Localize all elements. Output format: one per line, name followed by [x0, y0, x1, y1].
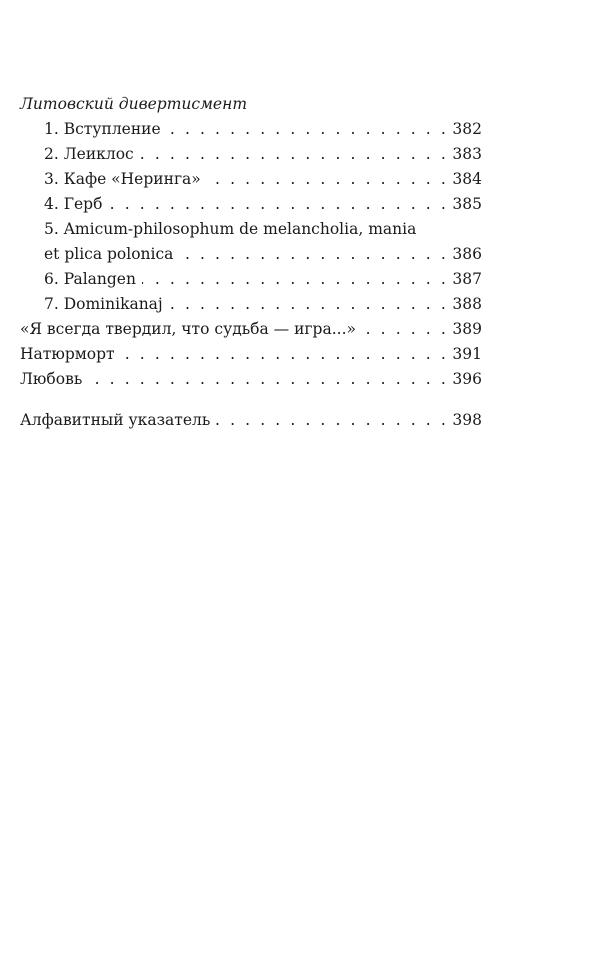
toc-entry-title: 4. Герб — [44, 195, 103, 213]
toc-entry[interactable] — [20, 267, 482, 292]
toc-entry-line2 — [20, 242, 482, 267]
table-of-contents — [20, 92, 482, 433]
toc-entry-index[interactable] — [20, 408, 482, 433]
toc-entry[interactable] — [20, 367, 482, 392]
toc-entry-page: 388 — [452, 295, 482, 313]
dot-leader — [179, 242, 448, 267]
toc-entry-title-line2: et plica polonica — [44, 245, 174, 263]
toc-entry[interactable] — [20, 117, 482, 142]
dot-leader — [169, 292, 449, 317]
toc-entry-page: 383 — [452, 145, 482, 163]
toc-entry-title: 1. Вступление — [44, 120, 161, 138]
toc-entry[interactable] — [20, 192, 482, 217]
dot-leader — [140, 142, 449, 167]
toc-entry[interactable] — [20, 142, 482, 167]
dot-leader — [121, 342, 449, 367]
toc-entry-title: 2. Леиклос — [44, 145, 134, 163]
dot-leader — [108, 192, 448, 217]
toc-entry-title: Любовь — [20, 370, 83, 388]
toc-entry-title: «Я всегда твердил, что судьба — игра...» — [20, 320, 356, 338]
toc-entry-page: 396 — [452, 370, 482, 388]
dot-leader — [216, 408, 448, 433]
toc-entry-page: 391 — [452, 345, 482, 363]
toc-entry-page: 386 — [452, 245, 482, 263]
toc-entry[interactable] — [20, 167, 482, 192]
toc-entry-page: 384 — [452, 170, 482, 188]
toc-entry-title: Алфавитный указатель — [20, 411, 211, 429]
toc-entry-page: 398 — [452, 411, 482, 429]
section-title: Литовский дивертисмент — [20, 95, 248, 113]
toc-entry[interactable] — [20, 317, 482, 342]
dot-leader — [142, 267, 448, 292]
toc-entry-title: Натюрморт — [20, 345, 115, 363]
toc-entry-title-line1: 5. Amicum-philosophum de melancholia, mania — [44, 220, 417, 238]
toc-entry-title: 6. Palangen — [44, 270, 136, 288]
dot-leader — [167, 117, 449, 142]
toc-entry-page: 389 — [452, 320, 482, 338]
toc-entry[interactable] — [20, 342, 482, 367]
dot-leader — [88, 367, 448, 392]
toc-entry[interactable] — [20, 292, 482, 317]
toc-entry-multiline[interactable] — [20, 217, 482, 267]
toc-entry-title: 3. Кафе «Неринга» — [44, 170, 201, 188]
toc-entry-page: 385 — [452, 195, 482, 213]
spacer — [20, 392, 482, 408]
toc-entry-title: 7. Dominikanaj — [44, 295, 163, 313]
toc-entry-page: 387 — [452, 270, 482, 288]
dot-leader — [362, 317, 448, 342]
toc-entry-page: 382 — [452, 120, 482, 138]
dot-leader — [207, 167, 449, 192]
